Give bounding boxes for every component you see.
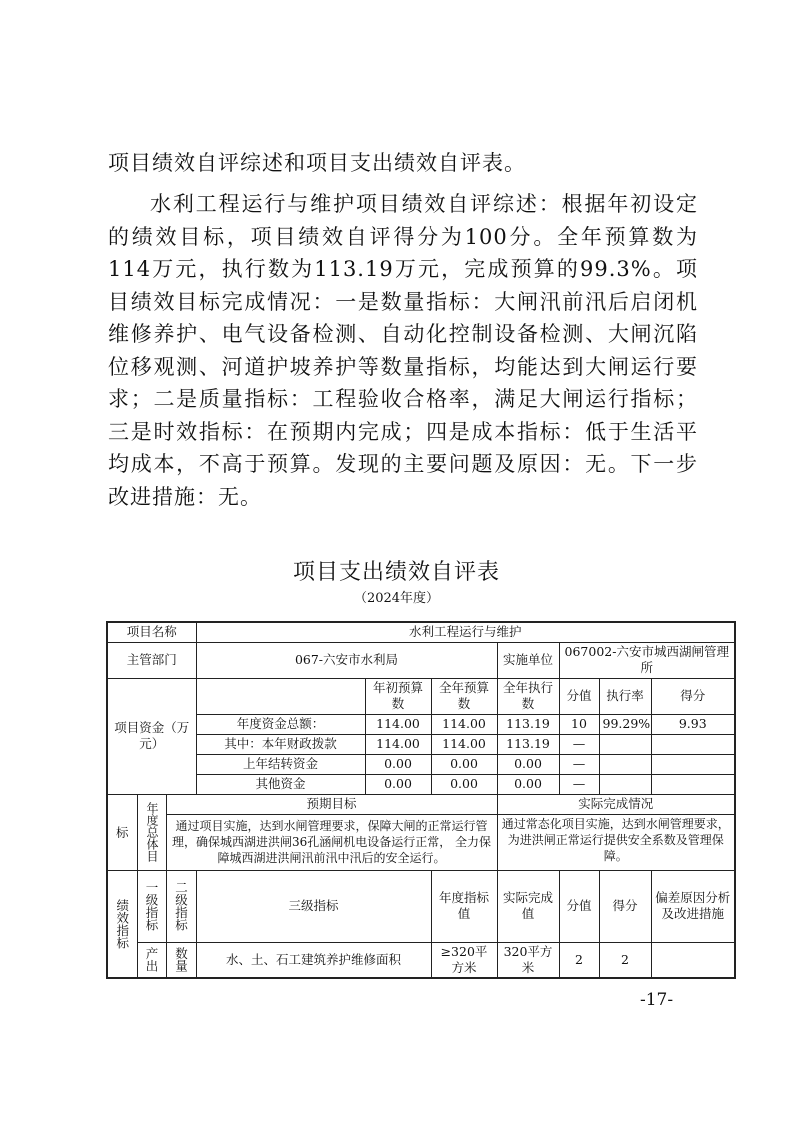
ind-level3: 水、土、石工建筑养护维修面积: [196, 942, 431, 978]
fund-row-score: [651, 754, 735, 774]
perf-label: 绩效指标: [107, 870, 137, 978]
row-fund-headers: [107, 678, 735, 714]
row-project-name: [107, 622, 735, 642]
ind-header-target: 年度指标值: [431, 870, 497, 942]
row-indicator-headers: [107, 870, 735, 942]
fund-row-label: 上年结转资金: [196, 754, 365, 774]
fund-row-label: 年度资金总额：: [196, 714, 365, 734]
fund-row-initial: 0.00: [365, 754, 431, 774]
row-goal-headers: [107, 794, 735, 814]
fund-row-score: 9.93: [651, 714, 735, 734]
ind-deviation: [651, 942, 735, 978]
fund-row-initial: 114.00: [365, 734, 431, 754]
ind-header-level3: 三级指标: [196, 870, 431, 942]
fund-row-annual: 114.00: [431, 734, 497, 754]
fund-row: [107, 714, 735, 734]
ind-score-value: 2: [559, 942, 599, 978]
impl: 067002-六安市城西湖闸管理所: [559, 642, 735, 678]
goal-label-a: 标: [107, 794, 137, 870]
fund-header-rate: 执行率: [599, 678, 651, 714]
table-title: 项目支出绩效自评表: [292, 560, 500, 585]
fund-row-score-value: 10: [559, 714, 599, 734]
fund-row-annual: 0.00: [431, 774, 497, 794]
ind-header-score-value: 分值: [559, 870, 599, 942]
fund-row-executed: 0.00: [497, 754, 559, 774]
row-indicator: [107, 942, 735, 978]
goal-label-b: 年度总体目: [137, 794, 166, 870]
fund-row-executed: 113.19: [497, 734, 559, 754]
fund-row-executed: 113.19: [497, 714, 559, 734]
fund-row-label: 其中：本年财政拨款: [196, 734, 365, 754]
ind-level1: 产出: [137, 942, 166, 978]
fund-row-annual: 0.00: [431, 754, 497, 774]
fund-row-initial: 0.00: [365, 774, 431, 794]
fund-row-rate: 99.29%: [599, 714, 651, 734]
ind-header-deviation: 偏差原因分析及改进措施: [651, 870, 735, 942]
table-subtitle: （2024年度）: [353, 591, 440, 606]
fund-header-score: 得分: [651, 678, 735, 714]
impl-label: 实施单位: [497, 642, 559, 678]
ind-header-level2: 二级指标: [166, 870, 196, 942]
fund-row-initial: 114.00: [365, 714, 431, 734]
ind-header-actual: 实际完成值: [497, 870, 559, 942]
fund-row-score: [651, 774, 735, 794]
funds-label: 项目资金（万元）: [107, 678, 196, 794]
ind-score: 2: [599, 942, 651, 978]
actual-result: 通过常态化项目实施，达到水闸管理要求，为进洪闸正常运行提供安全系数及管理保障。: [497, 814, 735, 870]
fund-row-annual: 114.00: [431, 714, 497, 734]
fund-row: [107, 734, 735, 754]
ind-header-level1: 一级指标: [137, 870, 166, 942]
fund-header-blank: [196, 678, 365, 714]
fund-header-executed: 全年执行数: [497, 678, 559, 714]
ind-target: ≥320平方米: [431, 942, 497, 978]
fund-row: [107, 754, 735, 774]
page-number: -17-: [640, 990, 674, 1010]
fund-row-label: 其他资金: [196, 774, 365, 794]
fund-row-rate: [599, 734, 651, 754]
fund-header-annual: 全年预算数: [431, 678, 497, 714]
project-name-label: 项目名称: [107, 622, 196, 642]
project-name: 水利工程运行与维护: [196, 622, 735, 642]
fund-row-score-value: —: [559, 774, 599, 794]
fund-row-score-value: —: [559, 734, 599, 754]
actual-header: 实际完成情况: [497, 794, 735, 814]
intro-line: 项目绩效自评综述和项目支出绩效自评表。: [108, 151, 526, 175]
dept: 067-六安市水利局: [196, 642, 497, 678]
summary-paragraph: 水利工程运行与维护项目绩效自评综述：根据年初设定的绩效目标，项目绩效自评得分为100分。全年预算数为114万元，执行数为113.19万元，完成预算的99.3%。项目绩效目标完成情况：一是数量指标：大闸汛前汛后启闭机维修养护、电气设备检测、自动化控制设备检测、大闸沉陷位移观测、河道护坡养护等数量指标，均能达到大闸运行要求；二是质量指标：工程验收合格率，满足大闸运行指标；三是时效指标：在预期内完成；四是成本指标：低于生活平均成本，不高于预算。发现的主要问题及原因：无。下一步改进措施：无。: [108, 192, 698, 509]
ind-level2: 数量: [166, 942, 196, 978]
fund-row: [107, 774, 735, 794]
expected-goal-header: 预期目标: [166, 794, 497, 814]
fund-header-initial: 年初预算数: [365, 678, 431, 714]
fund-row-score: [651, 734, 735, 754]
fund-header-score-value: 分值: [559, 678, 599, 714]
fund-row-score-value: —: [559, 754, 599, 774]
performance-table: [106, 621, 736, 979]
row-goals: [107, 814, 735, 870]
expected-goal: 通过项目实施，达到水闸管理要求，保障大闸的正常运行管理，确保城西湖进洪闸36孔涵闸机电设备运行正常， 全力保障城西湖进洪闸汛前汛中汛后的安全运行。: [166, 814, 497, 870]
fund-row-rate: [599, 774, 651, 794]
dept-label: 主管部门: [107, 642, 196, 678]
fund-row-executed: 0.00: [497, 774, 559, 794]
ind-actual: 320平方米: [497, 942, 559, 978]
fund-row-rate: [599, 754, 651, 774]
ind-header-score: 得分: [599, 870, 651, 942]
row-dept: [107, 642, 735, 678]
